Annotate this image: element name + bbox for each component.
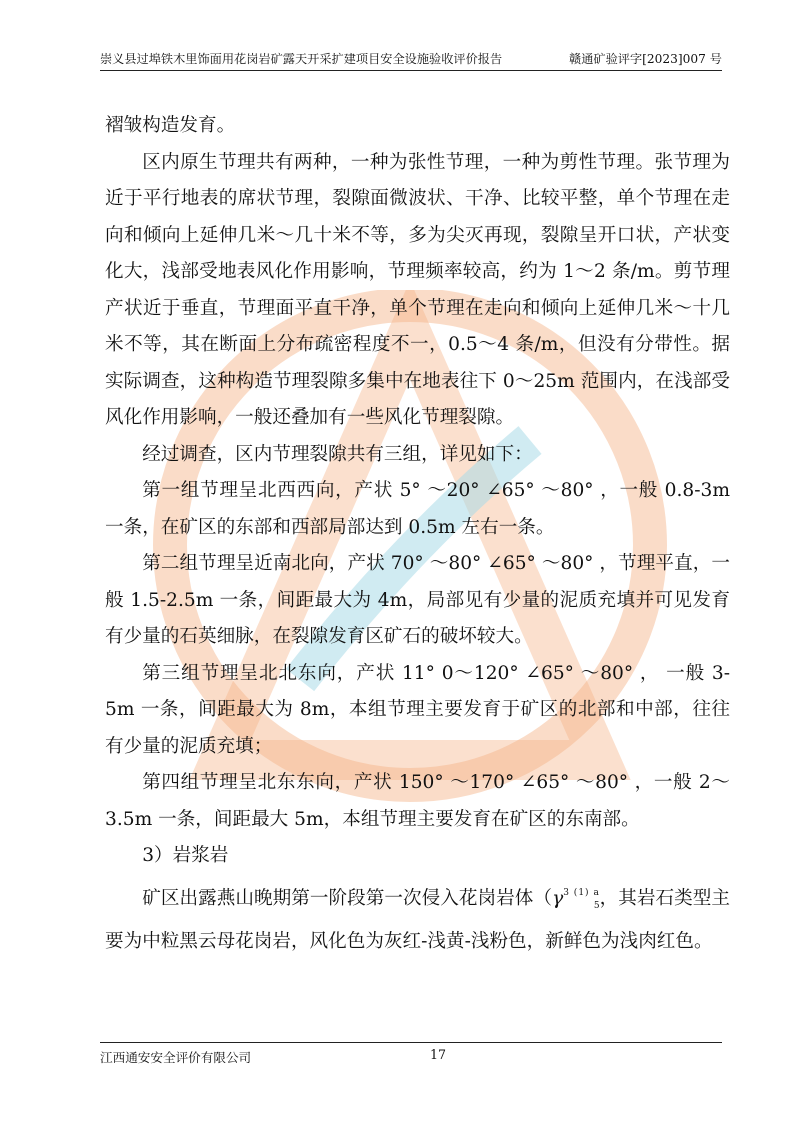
paragraph-granite — [105, 875, 730, 961]
formula-gamma: γ — [552, 887, 564, 909]
page-header — [100, 50, 722, 71]
paragraph-joint-group-4: 第四组节理呈北东东向，产状 150° ～170° ∠65° ～80° ，一般 2～3.5m 一条，间距最大 5m，本组节理主要发育在矿区的东南部。 — [105, 772, 730, 830]
paragraph-joint-group-3: 第三组节理呈北北东向，产状 11° 0～120° ∠65° ～80° ， 一般 3-5m 一条，间距最大为 8m，本组节理主要发育于矿区的北部和中部，往往有少量的泥质充填； — [105, 662, 730, 757]
granite-text-after: ，其岩石类型主要为中粒黑云母花岗岩，风化色为灰红-浅黄-浅粉色，新鲜色为浅肉红色。 — [105, 887, 730, 952]
header-doc-number: 赣通矿验评字[2023]007 号 — [569, 52, 722, 66]
header-title: 崇义县过埠铁木里饰面用花岗岩矿露天开采扩建项目安全设施验收评价报告 — [100, 52, 503, 66]
paragraph-joints-overview: 区内原生节理共有两种，一种为张性节理，一种为剪性节理。张节理为近于平行地表的席状节理，裂隙面微波状、干净、比较平整，单个节理在走向和倾向上延伸几米～几十米不等，多为尖灭再现，裂隙呈开口状，产状变化大，浅部受地表风化作用影响，节理频率较高，约为 1～2 条/m。剪节理产状近于垂直，节理面平直干净，单个节理在走向和倾向上延伸几米～十几米不等，其在断面上分布疏密程度不一，0.5～4 条/m，但没有分带性。据实际调查，这种构造节理裂隙多集中在地表往下 0～25m 范围内，在浅部受风化作用影响，一般还叠加有一些风化节理裂隙。 — [105, 151, 730, 428]
page-number: 17 — [430, 1047, 447, 1062]
paragraph-joint-group-1: 第一组节理呈北西西向，产状 5° ～20° ∠65° ～80° ，一般 0.8-3m 一条，在矿区的东部和西部局部达到 0.5m 左右一条。 — [105, 480, 730, 538]
paragraph-continuation: 褶皱构造发育。 — [105, 115, 236, 136]
paragraph-joint-group-2: 第二组节理呈近南北向，产状 70° ～80° ∠65° ～80° ，节理平直，一般 1.5-2.5m 一条，间距最大为 4m，局部见有少量的泥质充填并可见发育有少量的石英细脉，在裂隙发育区矿石的破坏较大。 — [105, 553, 730, 647]
formula-subscript: 5 — [593, 900, 600, 911]
body-text — [105, 108, 730, 961]
page-footer — [100, 1042, 722, 1066]
granite-text-before: 矿区出露燕山晚期第一阶段第一次侵入花岗岩体（ — [142, 887, 553, 909]
footer-company: 江西通安安全评价有限公司 — [100, 1050, 252, 1065]
section-heading-magmatic-rock: 3）岩浆岩 — [142, 845, 229, 866]
paragraph-joint-groups-intro: 经过调查，区内节理裂隙共有三组，详见如下： — [142, 443, 533, 465]
formula-superscript: 3 (1) a — [563, 887, 600, 898]
